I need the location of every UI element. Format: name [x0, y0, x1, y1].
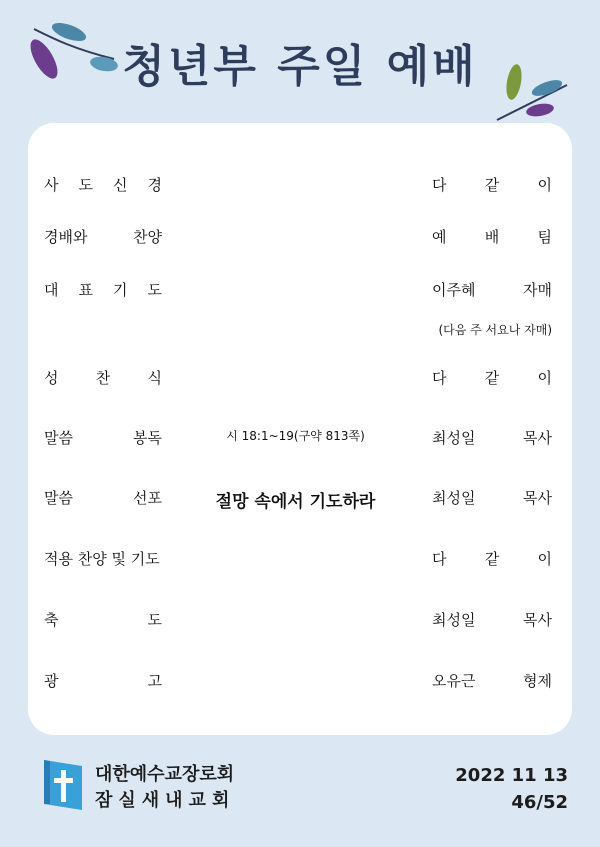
program-card: [28, 123, 572, 735]
program-row: [28, 609, 572, 639]
program-row: [28, 367, 572, 397]
date-label: 2022 11 13: [455, 765, 568, 786]
item-label: 축 도: [44, 611, 162, 629]
person-label: 이주혜 자매: [432, 281, 552, 299]
page-title: 청년부 주일 예배: [122, 41, 478, 92]
issue-label: 46/52: [511, 792, 568, 813]
meta-info: [455, 762, 568, 816]
person-label: 다 같 이: [432, 176, 552, 194]
person-label: 예 배 팀: [432, 228, 552, 246]
item-label: 적용 찬양 및 기도: [44, 550, 160, 568]
person-label: 다 같 이: [432, 369, 552, 387]
program-row: [28, 487, 572, 517]
program-row: [28, 279, 572, 309]
person-label: 오유근 형제: [432, 672, 552, 690]
program-row: [28, 427, 572, 457]
item-label: 대 표 기 도: [44, 281, 162, 299]
note-label: (다음 주 서요나 자매): [438, 323, 552, 337]
sermon-title: 절망 속에서 기도하라: [215, 492, 376, 512]
person-label: 최성일 목사: [432, 429, 552, 447]
program-row: [28, 670, 572, 700]
item-label: 말씀 봉독: [44, 429, 162, 447]
program-row: [28, 174, 572, 204]
item-label: 성 찬 식: [44, 369, 162, 387]
item-label: 사 도 신 경: [44, 176, 162, 194]
program-row: [28, 548, 572, 578]
scripture-label: 시 18:1~19(구약 813쪽): [226, 429, 365, 443]
person-label: 다 같 이: [432, 550, 552, 568]
person-label: 최성일 목사: [432, 489, 552, 507]
person-label: 최성일 목사: [432, 611, 552, 629]
cross-logo-icon: [44, 760, 82, 810]
program-note-row: [28, 321, 572, 351]
item-label: 경배와 찬양: [44, 228, 162, 246]
church-line1: 대한예수교장로회: [95, 764, 235, 785]
church-name: [95, 762, 235, 814]
program-row: [28, 226, 572, 256]
church-line2: 잠실새내교회: [95, 790, 236, 811]
item-label: 광 고: [44, 672, 162, 690]
item-label: 말씀 선포: [44, 489, 162, 507]
